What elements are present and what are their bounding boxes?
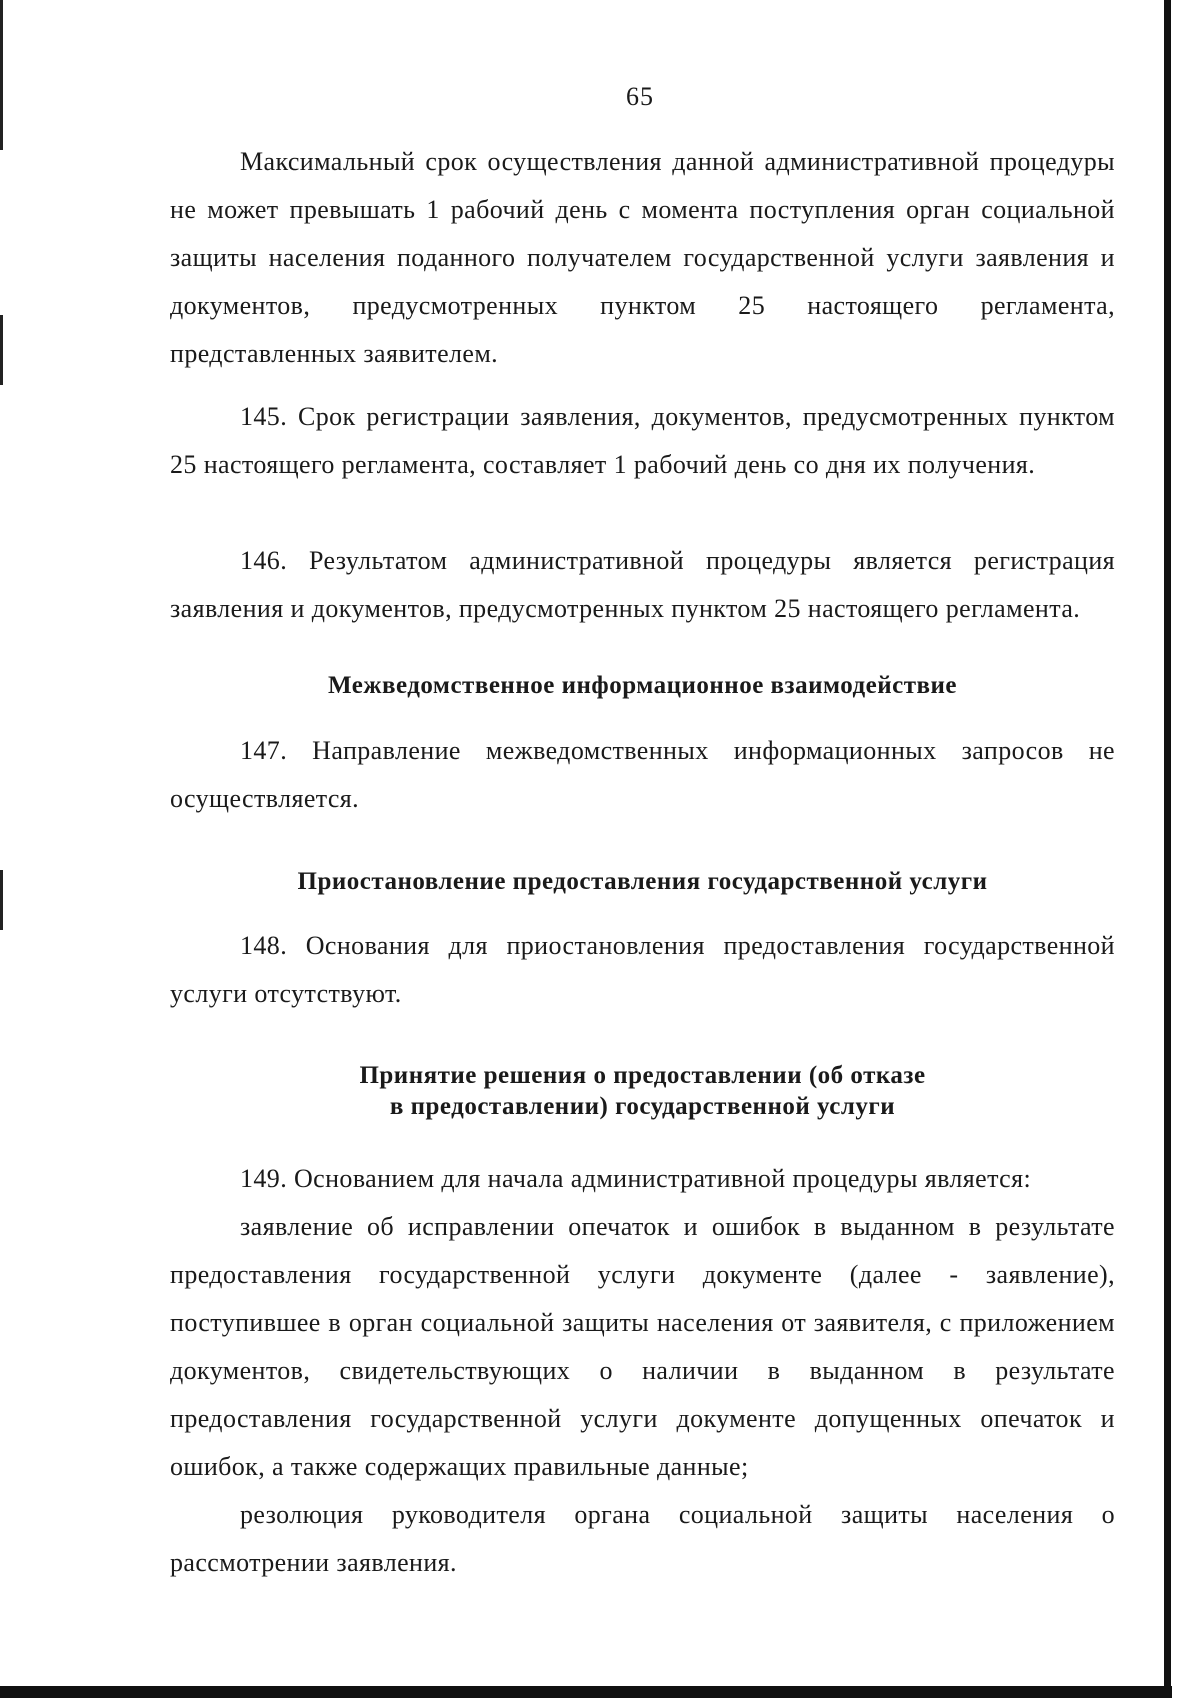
heading-interagency-text: Межведомственное информационное взаимодействие: [328, 672, 957, 699]
heading-interagency: [170, 670, 1115, 701]
page-number: 65: [626, 82, 654, 111]
paragraph-application: заявление об исправлении опечаток и ошибок в выданном в результате предоставления государственной услуги документе (далее - заявление), поступившее в орган социальной защиты населения от заявителя, с приложением документов, свидетельствующих о наличии в выданном в результате предоставления государственной услуги документе допущенных опечаток и ошибок, а также содержащих правильные данные;: [170, 1212, 1115, 1481]
scan-edge-right: [1164, 0, 1171, 1698]
heading-suspension: [170, 866, 1115, 897]
scan-edge-left-top: [0, 0, 3, 150]
paragraph-149: 149. Основанием для начала административной процедуры является:: [240, 1164, 1032, 1193]
paragraph-145: 145. Срок регистрации заявления, документов, предусмотренных пунктом 25 настоящего регламента, составляет 1 рабочий день со дня их получения.: [170, 402, 1115, 479]
scan-edge-bottom: [0, 1686, 1172, 1698]
paragraph-resolution: резолюция руководителя органа социальной защиты населения о рассмотрении заявления.: [170, 1500, 1115, 1577]
heading-decision-line2: в предоставлении) государственной услуги: [389, 1093, 896, 1120]
heading-suspension-text: Приостановление предоставления государственной услуги: [297, 868, 988, 895]
scan-edge-left-middle: [0, 315, 3, 385]
scan-edge-left-lower: [0, 870, 3, 930]
heading-decision-line1: Принятие решения о предоставлении (об отказе: [359, 1062, 926, 1089]
paragraph-147: 147. Направление межведомственных информационных запросов не осуществляется.: [170, 736, 1115, 813]
heading-decision: [170, 1060, 1115, 1122]
paragraph-146: 146. Результатом административной процедуры является регистрация заявления и документов, предусмотренных пунктом 25 настоящего регламента.: [170, 546, 1115, 623]
paragraph-148: 148. Основания для приостановления предоставления государственной услуги отсутствуют.: [170, 931, 1115, 1008]
paragraph-max-term: Максимальный срок осуществления данной административной процедуры не может превышать 1 рабочий день с момента поступления орган социальной защиты населения поданного получателем государственной услуги заявления и документов, предусмотренных пунктом 25 настоящего регламента, представленных заявителем.: [170, 147, 1115, 368]
